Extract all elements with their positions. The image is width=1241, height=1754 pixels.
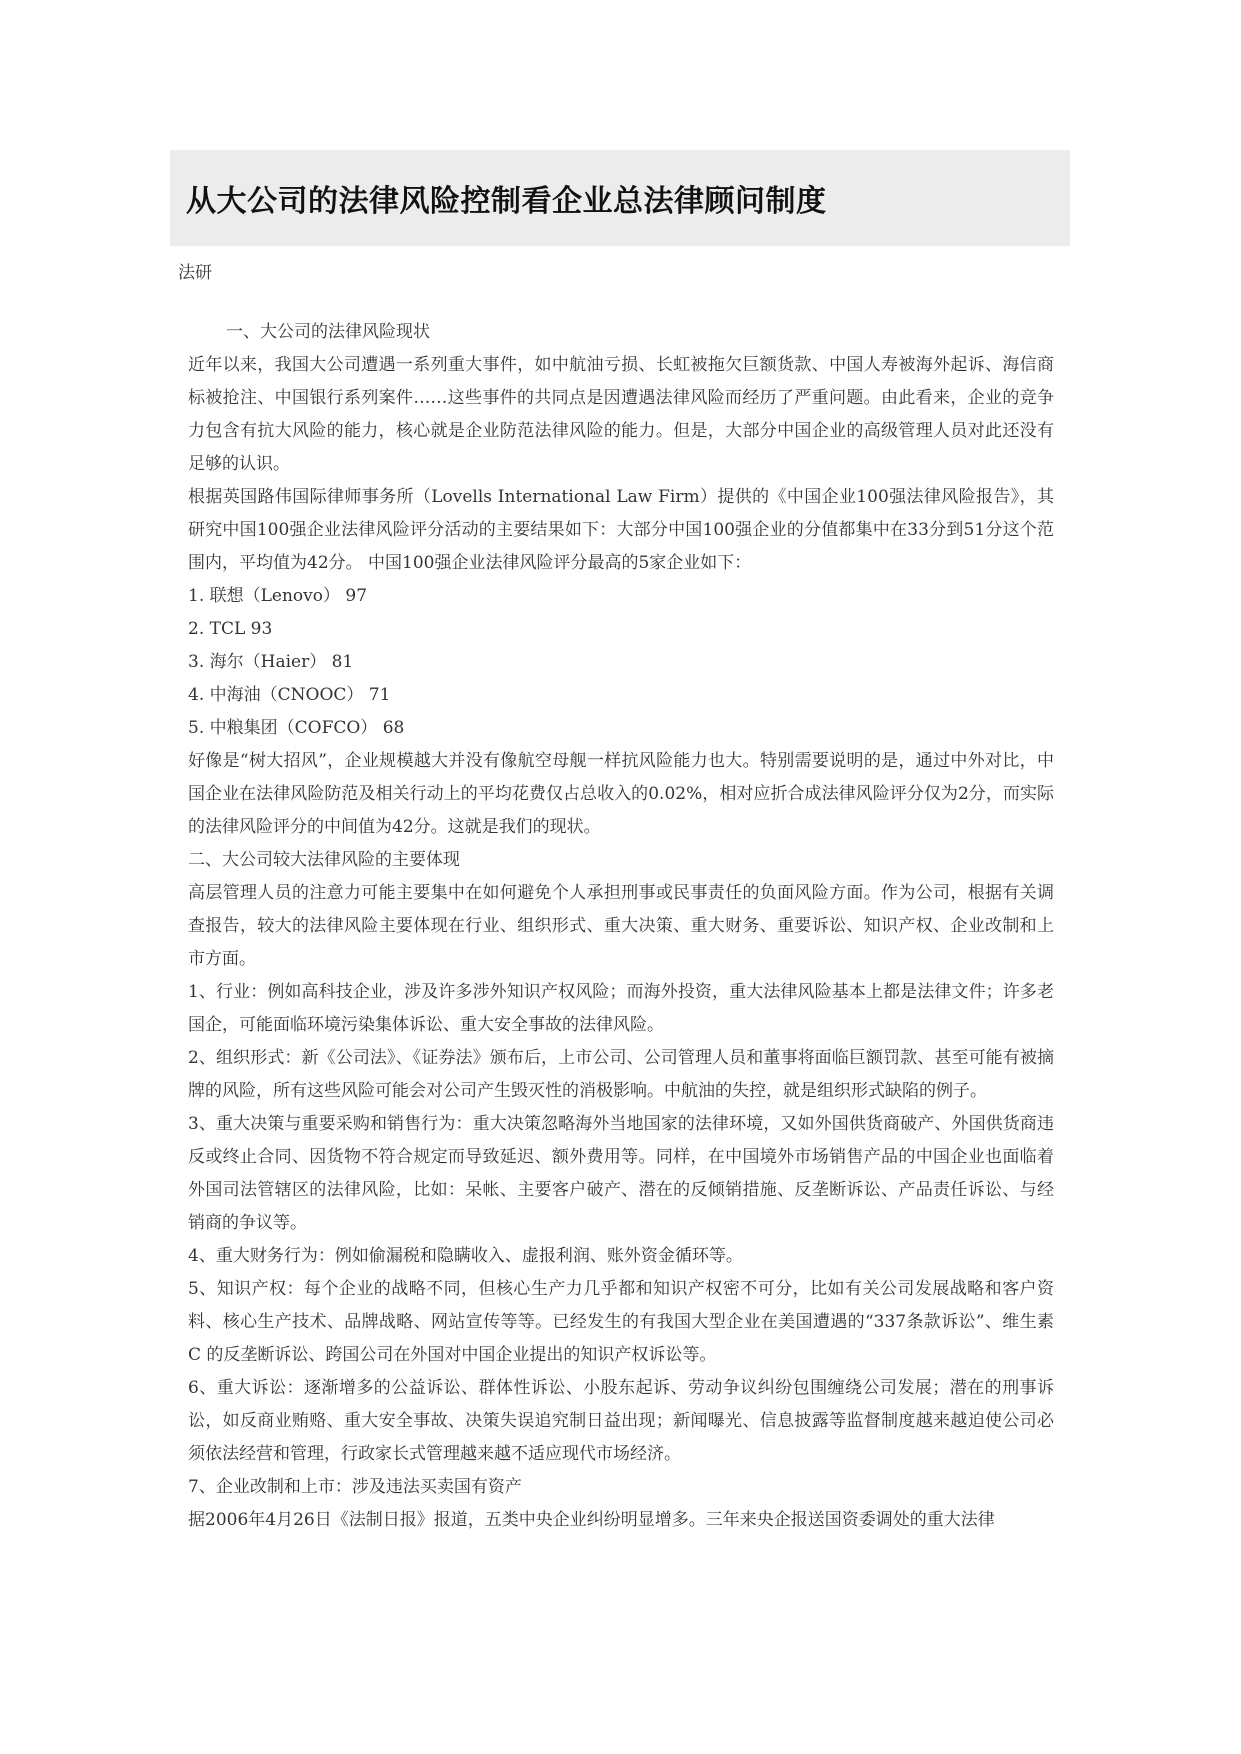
section-heading-1: 一、大公司的法律风险现状: [226, 322, 430, 342]
title-banner: [170, 150, 1070, 246]
list-item: 2. TCL 93: [188, 619, 273, 639]
article-body: [188, 316, 1054, 1537]
paragraph: 据2006年4月26日《法制日报》报道，五类中央企业纠纷明显增多。三年来央企报送国资委调处的重大法律: [188, 1510, 995, 1530]
paragraph: 近年以来，我国大公司遭遇一系列重大事件，如中航油亏损、长虹被拖欠巨额货款、中国人寿被海外起诉、海信商标被抢注、中国银行系列案件……这些事件的共同点是因遭遇法律风险而经历了严重问题。由此看来，企业的竞争力包含有抗大风险的能力，核心就是企业防范法律风险的能力。但是，大部分中国企业的高级管理人员对此还没有足够的认识。: [188, 355, 1054, 474]
paragraph: 根据英国路伟国际律师事务所（Lovells International Law Firm）提供的《中国企业100强法律风险报告》，其研究中国100强企业法律风险评分活动的主要结果如下：大部分中国100强企业的分值都集中在33分到51分这个范围内，平均值为42分。 中国100强企业法律风险评分最高的5家企业如下：: [188, 487, 1054, 573]
paragraph: 7、企业改制和上市：涉及违法买卖国有资产: [188, 1477, 522, 1497]
list-item: 1. 联想（Lenovo） 97: [188, 586, 368, 606]
section-heading-2: 二、大公司较大法律风险的主要体现: [188, 850, 460, 870]
author-name: 法研: [178, 263, 212, 283]
paragraph: 高层管理人员的注意力可能主要集中在如何避免个人承担刑事或民事责任的负面风险方面。作为公司，根据有关调查报告，较大的法律风险主要体现在行业、组织形式、重大决策、重大财务、重要诉讼、知识产权、企业改制和上市方面。: [188, 883, 1054, 969]
paragraph: 1、行业：例如高科技企业，涉及许多涉外知识产权风险；而海外投资，重大法律风险基本上都是法律文件；许多老国企，可能面临环境污染集体诉讼、重大安全事故的法律风险。: [188, 982, 1054, 1035]
paragraph: 5、知识产权：每个企业的战略不同，但核心生产力几乎都和知识产权密不可分，比如有关公司发展战略和客户资料、核心生产技术、品牌战略、网站宣传等等。已经发生的有我国大型企业在美国遭遇的“337条款诉讼”、维生素 C 的反垄断诉讼、跨国公司在外国对中国企业提出的知识产权诉讼等。: [188, 1279, 1054, 1365]
list-item: 3. 海尔（Haier） 81: [188, 652, 354, 672]
paragraph: 2、组织形式：新《公司法》、《证券法》颁布后，上市公司、公司管理人员和董事将面临巨额罚款、甚至可能有被摘牌的风险，所有这些风险可能会对公司产生毁灭性的消极影响。中航油的失控，就是组织形式缺陷的例子。: [188, 1048, 1054, 1101]
list-item: 5. 中粮集团（COFCO） 68: [188, 718, 405, 738]
document-title: 从大公司的法律风险控制看企业总法律顾问制度: [186, 184, 827, 219]
paragraph: 好像是“树大招风”，企业规模越大并没有像航空母舰一样抗风险能力也大。特别需要说明的是，通过中外对比，中国企业在法律风险防范及相关行动上的平均花费仅占总收入的0.02%，相对应折合成法律风险评分仅为2分，而实际的法律风险评分的中间值为42分。这就是我们的现状。: [188, 751, 1054, 837]
paragraph: 6、重大诉讼：逐渐增多的公益诉讼、群体性诉讼、小股东起诉、劳动争议纠纷包围缠绕公司发展；潜在的刑事诉讼，如反商业贿赂、重大安全事故、决策失误追究制日益出现；新闻曝光、信息披露等监督制度越来越迫使公司必须依法经营和管理，行政家长式管理越来越不适应现代市场经济。: [188, 1378, 1054, 1464]
list-item: 4. 中海油（CNOOC） 71: [188, 685, 391, 705]
paragraph: 3、重大决策与重要采购和销售行为：重大决策忽略海外当地国家的法律环境，又如外国供货商破产、外国供货商违反或终止合同、因货物不符合规定而导致延迟、额外费用等。同样，在中国境外市场销售产品的中国企业也面临着外国司法管辖区的法律风险，比如：呆帐、主要客户破产、潜在的反倾销措施、反垄断诉讼、产品责任诉讼、与经销商的争议等。: [188, 1114, 1054, 1233]
paragraph: 4、重大财务行为：例如偷漏税和隐瞒收入、虚报利润、账外资金循环等。: [188, 1246, 743, 1266]
